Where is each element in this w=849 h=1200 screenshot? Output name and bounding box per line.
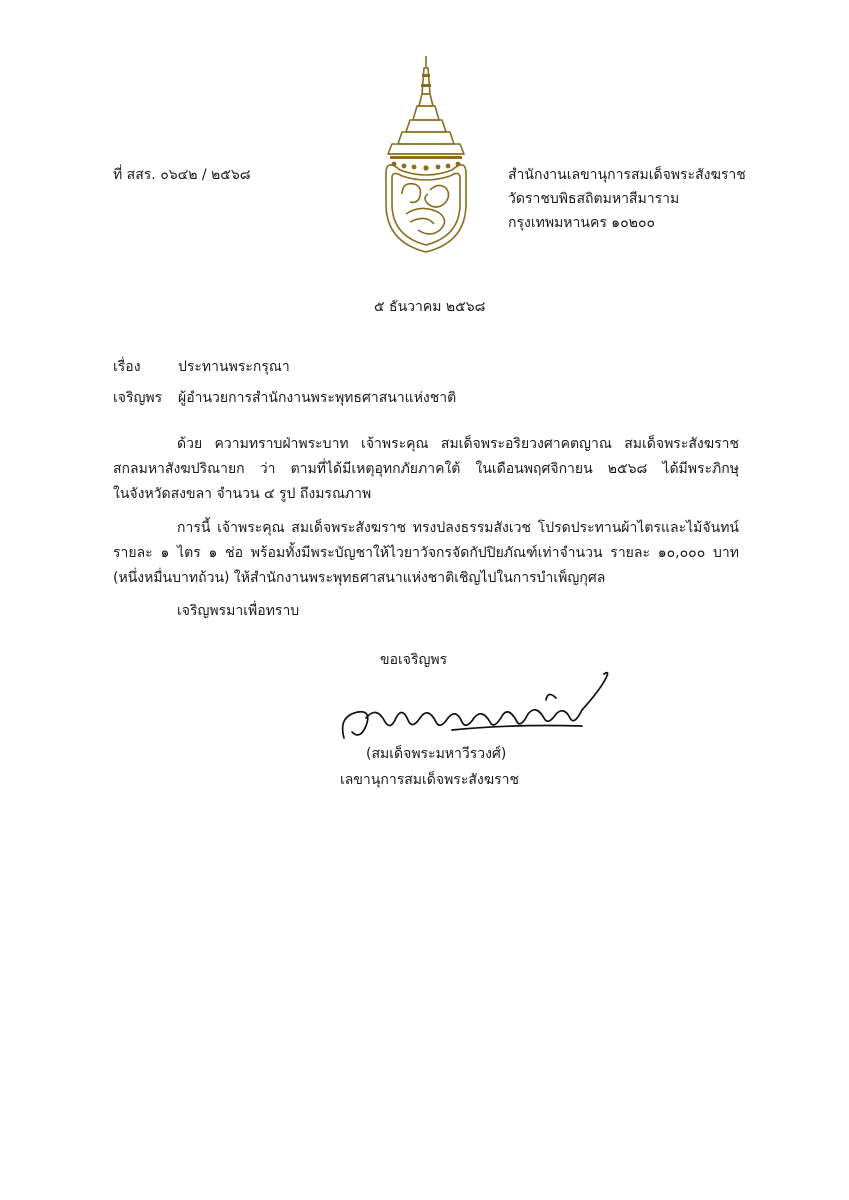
para1-line3: ในจังหวัดสงขลา จำนวน ๔ รูป ถึงมรณภาพ [113,486,372,502]
para2-line2: รายละ ๑ ไตร ๑ ช่อ พร้อมทั้งมีพระบัญชาให้ไวยาวัจกรจัดกัปปิยภัณฑ์เท่าจำนวน รายละ ๑๐,๐๐๐ บาท [113,545,739,561]
subject-label: เรื่อง [113,359,141,375]
closing-paragraph: เจริญพรมาเพื่อทราบ [177,603,300,619]
para2-line1: การนี้ เจ้าพระคุณ สมเด็จพระสังฆราช ทรงปลงธรรมสังเวช โปรดประทานผ้าไตรและไม้จันทน์ [177,520,739,536]
signer-title: เลขานุการสมเด็จพระสังฆราช [340,772,519,788]
signer-name: (สมเด็จพระมหาวีรวงศ์) [366,746,507,762]
para2-line3: (หนึ่งหมื่นบาทถ้วน) ให้สำนักงานพระพุทธศาสนาแห่งชาติเชิญไปในการบำเพ็ญกุศล [113,570,606,586]
subject-text: ประทานพระกรุณา [178,359,290,375]
recipient-label: เจริญพร [113,390,163,406]
office-city: กรุงเทพมหานคร ๑๐๒๐๐ [508,215,656,231]
letter-date: ๕ ธันวาคม ๒๕๖๘ [374,299,486,315]
para1-line2: สกลมหาสังฆปริณายก ว่า ตามที่ได้มีเหตุอุทกภัยภาคใต้ ในเดือนพฤศจิกายน ๒๕๖๘ ได้มีพระภิกษุ [113,461,739,477]
doc-number: ที่ สสร. ๐๖๔๒ / ๒๕๖๘ [113,167,251,183]
handwritten-signature [332,660,617,750]
salutation: ขอเจริญพร [380,652,448,668]
recipient-text: ผู้อำนวยการสำนักงานพระพุทธศาสนาแห่งชาติ [178,390,457,406]
office-name: สำนักงานเลขานุการสมเด็จพระสังฆราช [508,167,746,183]
royal-emblem-icon [380,54,472,254]
office-temple: วัดราชบพิธสถิตมหาสีมาราม [508,191,680,207]
para1-line1: ด้วย ความทราบฝ่าพระบาท เจ้าพระคุณ สมเด็จพระอริยวงศาคตญาณ สมเด็จพระสังฆราช [177,436,739,452]
